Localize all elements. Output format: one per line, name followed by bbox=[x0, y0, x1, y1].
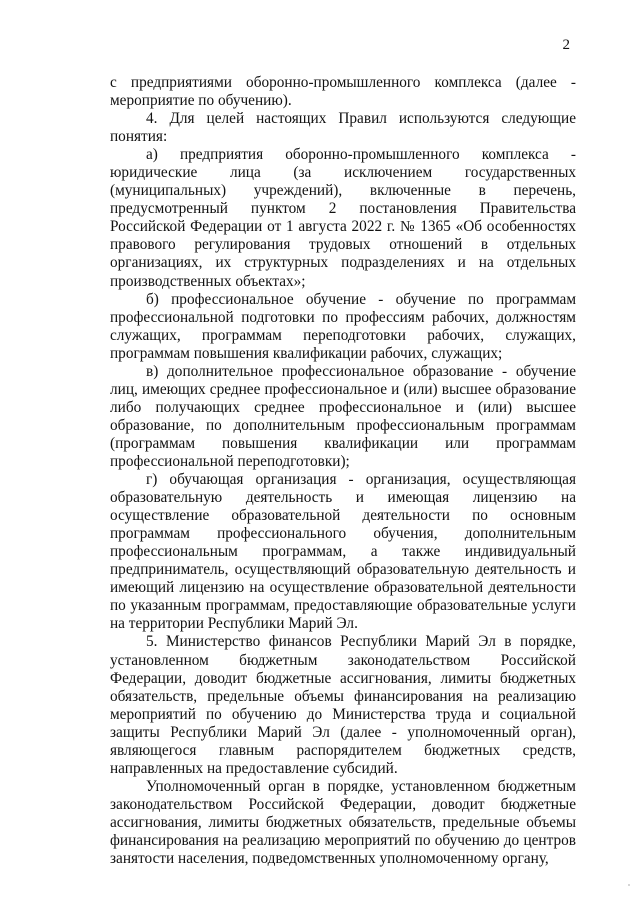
paragraph-continuation: с предприятиями оборонно-промышленного комплекса (далее - мероприятие по обучению). bbox=[110, 74, 576, 110]
paragraph-definition-b: б) профессиональное обучение - обучение по программам профессиональной подготовки по профессиям рабочих, должностям служащих, программам переподготовки рабочих, служащих, программам повышения квалификации рабочих, служащих; bbox=[110, 290, 576, 362]
scan-mark bbox=[628, 884, 630, 886]
document-body bbox=[110, 74, 576, 868]
paragraph-authorized-body: Уполномоченный орган в порядке, установленном бюджетным законодательством Российской Федерации, доводит бюджетные ассигнования, лимиты бюджетных обязательств, предельные объемы финансирования на реализацию мероприятий по обучению до центров занятости населения, подведомственных уполномоченному органу, bbox=[110, 777, 576, 868]
paragraph-section-4: 4. Для целей настоящих Правил используются следующие понятия: bbox=[110, 110, 576, 146]
paragraph-definition-v: в) дополнительное профессиональное образование - обучение лиц, имеющих среднее профессиональное и (или) высшее образование либо получающих среднее профессиональное и (или) высшее образование, по дополнительным профессиональным программам (программам повышения квалификации или программам профессиональной переподготовки); bbox=[110, 362, 576, 470]
paragraph-definition-a: а) предприятия оборонно-промышленного комплекса - юридические лица (за исключением государственных (муниципальных) учреждений), включенные в перечень, предусмотренный пунктом 2 постановления Правительства Российской Федерации от 1 августа 2022 г. № 1365 «Об особенностях правового регулирования трудовых отношений в отдельных организациях, их структурных подразделениях и на отдельных производственных объектах»; bbox=[110, 146, 576, 290]
page-number: 2 bbox=[562, 37, 570, 53]
paragraph-definition-g: г) обучающая организация - организация, осуществляющая образовательную деятельность и имеющая лицензию на осуществление образовательной деятельности по основным программам профессионального обучения, дополнительным профессиональным программам, а также индивидуальный предприниматель, осуществляющий образовательную деятельность и имеющий лицензию на осуществление образовательной деятельности по указанным программам, предоставляющие образовательные услуги на территории Республики Марий Эл. bbox=[110, 471, 576, 633]
paragraph-section-5: 5. Министерство финансов Республики Марий Эл в порядке, установленном бюджетным законодательством Российской Федерации, доводит бюджетные ассигнования, лимиты бюджетных обязательств, предельные объемы финансирования на реализацию мероприятий по обучению до Министерства труда и социальной защиты Республики Марий Эл (далее - уполномоченный орган), являющегося главным распорядителем бюджетных средств, направленных на предоставление субсидий. bbox=[110, 633, 576, 777]
